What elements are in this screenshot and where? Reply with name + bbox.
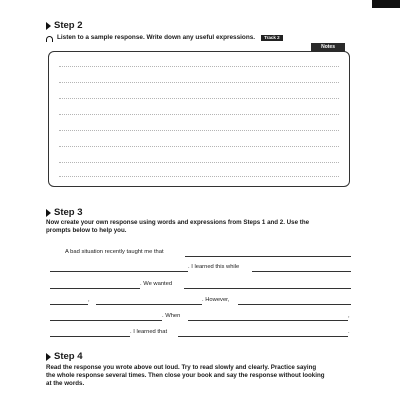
- answer-blank[interactable]: [178, 328, 348, 337]
- triangle-bullet-icon: [46, 22, 51, 30]
- step4-instructions: [46, 364, 354, 388]
- step4-instruction-line: at the words.: [46, 380, 85, 387]
- answer-blank[interactable]: [185, 248, 351, 257]
- answer-blank[interactable]: [184, 280, 351, 289]
- prompt-row: [0, 312, 400, 322]
- notes-area[interactable]: [48, 44, 350, 187]
- step2-instruction: [46, 33, 283, 42]
- prompt-text: A bad situation recently taught me that: [65, 249, 164, 255]
- notes-line: [59, 98, 339, 99]
- prompt-text: . I learned that: [130, 329, 168, 335]
- prompt-row: [0, 296, 400, 306]
- prompt-text: . We wanted: [140, 281, 173, 287]
- audio-track-badge: Track 2: [261, 35, 283, 41]
- answer-blank[interactable]: [238, 296, 351, 305]
- prompt-text: ,: [348, 313, 350, 319]
- triangle-bullet-icon: [46, 353, 51, 361]
- prompt-text: . I learned this while: [188, 264, 240, 270]
- step4-heading-text: Step 4: [54, 351, 83, 362]
- prompt-text: ,: [88, 297, 90, 303]
- notes-line: [59, 162, 339, 163]
- notes-line: [59, 82, 339, 83]
- step4-heading: [46, 351, 83, 362]
- step2-heading-text: Step 2: [54, 20, 83, 31]
- prompt-row: [0, 328, 400, 338]
- notes-line: [59, 130, 339, 131]
- answer-blank[interactable]: [50, 263, 188, 272]
- answer-blank[interactable]: [50, 296, 88, 305]
- prompt-row: [0, 248, 400, 258]
- answer-blank[interactable]: [50, 328, 130, 337]
- prompt-text: .: [348, 329, 350, 335]
- step3-instruction-line: Now create your own response using words and expressions from Steps 1 and 2. Use the: [46, 219, 310, 226]
- answer-blank[interactable]: [96, 296, 202, 305]
- page-corner-tab: [372, 0, 400, 8]
- step4-instruction-line: Read the response you wrote above out loud. Try to read slowly and clearly. Practice saying: [46, 364, 317, 371]
- prompt-row: [0, 263, 400, 273]
- step3-instructions: [46, 219, 354, 235]
- step3-instruction-line: prompts below to help you.: [46, 227, 127, 234]
- step2-instruction-text: Listen to a sample response. Write down any useful expressions.: [57, 34, 256, 41]
- step3-heading-text: Step 3: [54, 207, 83, 218]
- prompt-row: [0, 280, 400, 290]
- step3-heading: [46, 207, 83, 218]
- triangle-bullet-icon: [46, 209, 51, 217]
- answer-blank[interactable]: [188, 312, 348, 321]
- answer-blank[interactable]: [252, 263, 351, 272]
- answer-blank[interactable]: [50, 312, 162, 321]
- step4-instruction-line: the whole response several times. Then close your book and say the response without looking: [46, 372, 325, 379]
- answer-blank[interactable]: [50, 280, 140, 289]
- prompt-text: . However,: [202, 297, 230, 303]
- notes-line: [59, 66, 339, 67]
- notes-label: Notes: [311, 43, 345, 52]
- step2-heading: [46, 20, 83, 31]
- notes-line: [59, 114, 339, 115]
- headphones-icon: [46, 36, 53, 42]
- notes-line: [59, 176, 339, 177]
- prompt-text: . When: [162, 313, 181, 319]
- notes-line: [59, 146, 339, 147]
